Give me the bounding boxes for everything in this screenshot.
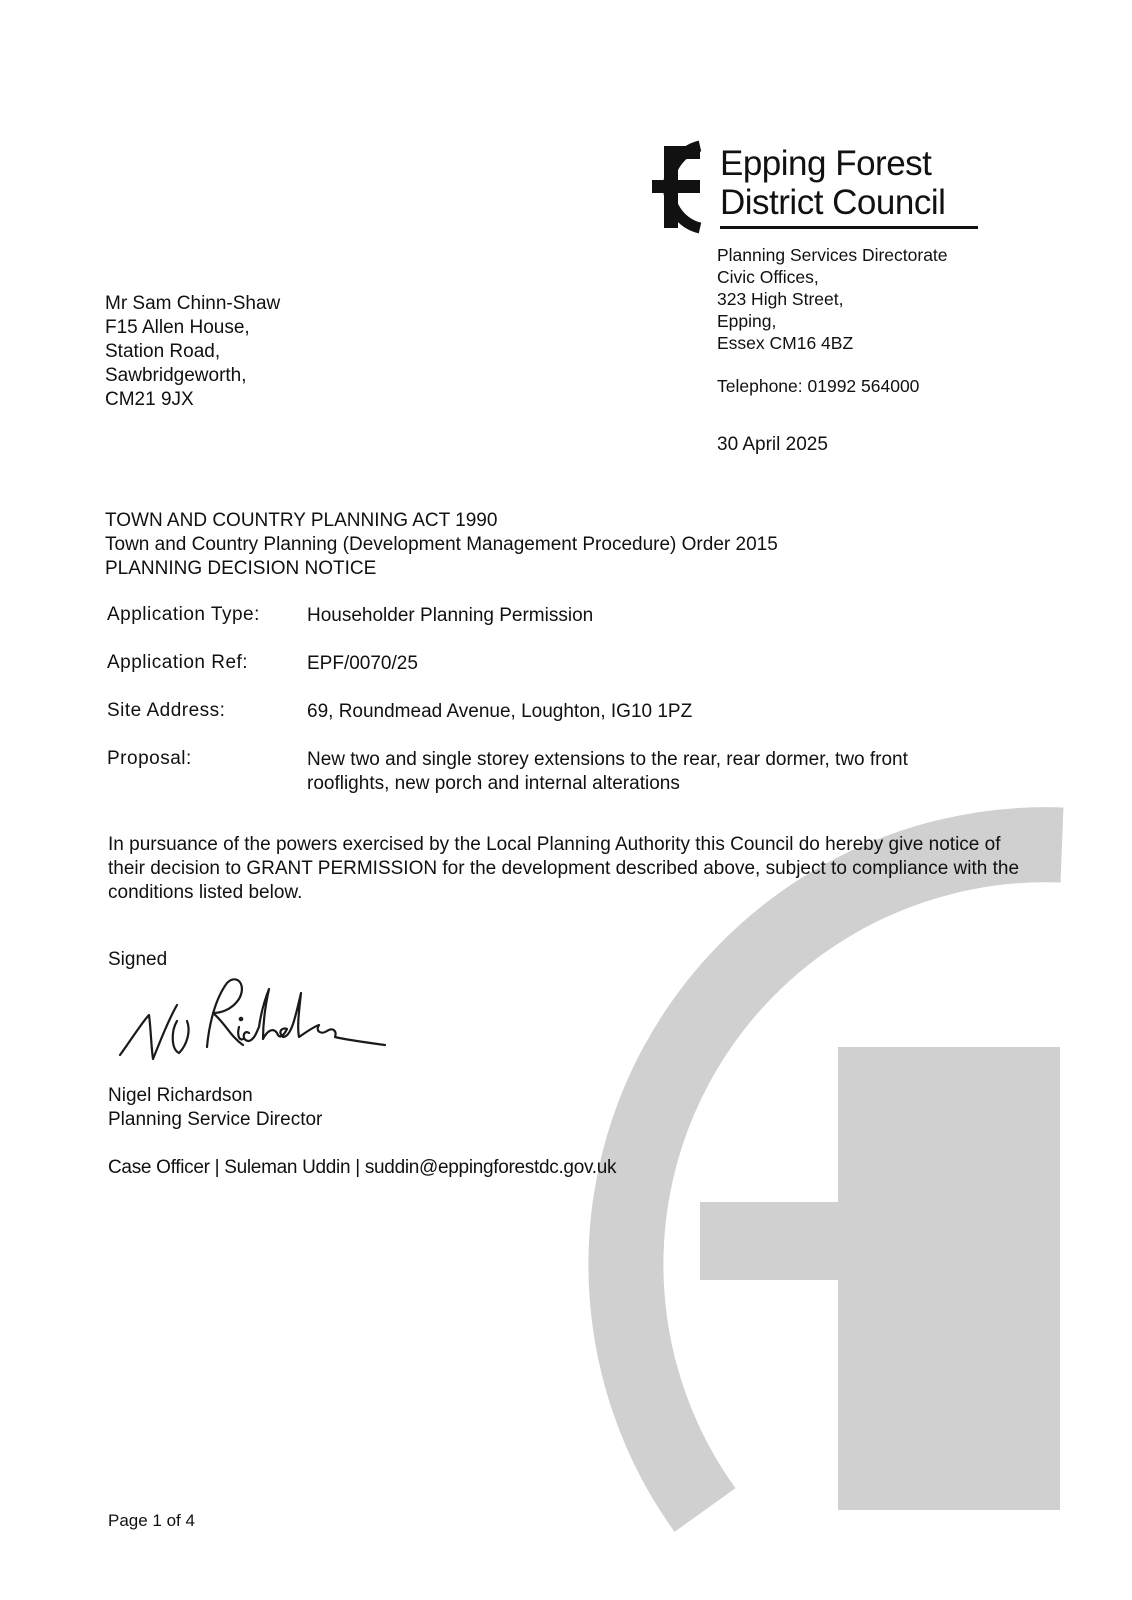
order-title: Town and Country Planning (Development Management Procedure) Order 2015: [105, 534, 778, 555]
council-name-line2: District Council: [720, 183, 946, 222]
case-officer-contact: Case Officer | Suleman Uddin | suddin@eppingforestdc.gov.uk: [108, 1157, 617, 1178]
application-type-row: [107, 604, 1007, 652]
recipient-line: Station Road,: [105, 341, 221, 362]
application-type-value: Householder Planning Permission: [307, 605, 594, 626]
recipient-line: F15 Allen House,: [105, 317, 250, 338]
recipient-line: Mr Sam Chinn-Shaw: [105, 293, 281, 314]
application-ref-row: [107, 652, 1007, 700]
recipient-line: CM21 9JX: [105, 389, 194, 410]
application-details: [107, 604, 1007, 796]
act-title: TOWN AND COUNTRY PLANNING ACT 1990: [105, 510, 498, 531]
notice-title: PLANNING DECISION NOTICE: [105, 558, 377, 579]
signatory-name: Nigel Richardson: [108, 1085, 253, 1106]
address-line: Essex CM16 4BZ: [717, 333, 854, 353]
council-name-line1: Epping Forest: [720, 144, 932, 183]
proposal-value: [307, 748, 1007, 796]
recipient-line: Sawbridgeworth,: [105, 365, 247, 386]
signed-label: Signed: [108, 949, 168, 970]
notice-heading: [105, 509, 778, 581]
logo-underline: [720, 226, 978, 229]
address-line: 323 High Street,: [717, 289, 844, 309]
application-type-label: Application Type:: [107, 604, 260, 625]
proposal-row: [107, 748, 1007, 796]
council-name: [720, 144, 945, 222]
sender-address: [717, 244, 948, 354]
application-ref-label: Application Ref:: [107, 652, 249, 673]
recipient-address: [105, 292, 280, 412]
proposal-line: rooflights, new porch and internal alterations: [307, 773, 680, 794]
telephone: Telephone: 01992 564000: [717, 376, 920, 396]
site-address-value: 69, Roundmead Avenue, Loughton, IG10 1PZ: [307, 701, 693, 722]
signatory: [108, 1084, 322, 1132]
directorate: Planning Services Directorate: [717, 245, 948, 265]
application-ref-value: EPF/0070/25: [307, 653, 418, 674]
page-number: Page 1 of 4: [108, 1511, 195, 1530]
decision-text: In pursuance of the powers exercised by the Local Planning Authority this Council do hereby give notice of their decision to GRANT PERMISSION for the development described above, subject to compliance with the conditions listed below.: [108, 834, 1020, 903]
address-line: Epping,: [717, 311, 777, 331]
letter-date: 30 April 2025: [717, 434, 828, 455]
site-address-row: [107, 700, 1007, 748]
address-line: Civic Offices,: [717, 267, 819, 287]
site-address-label: Site Address:: [107, 700, 226, 721]
proposal-label: Proposal:: [107, 748, 192, 769]
proposal-line: New two and single storey extensions to the rear, rear dormer, two front: [307, 749, 908, 770]
handwritten-signature: [115, 975, 395, 1075]
council-logo-icon: [632, 140, 706, 234]
signatory-title: Planning Service Director: [108, 1109, 323, 1130]
